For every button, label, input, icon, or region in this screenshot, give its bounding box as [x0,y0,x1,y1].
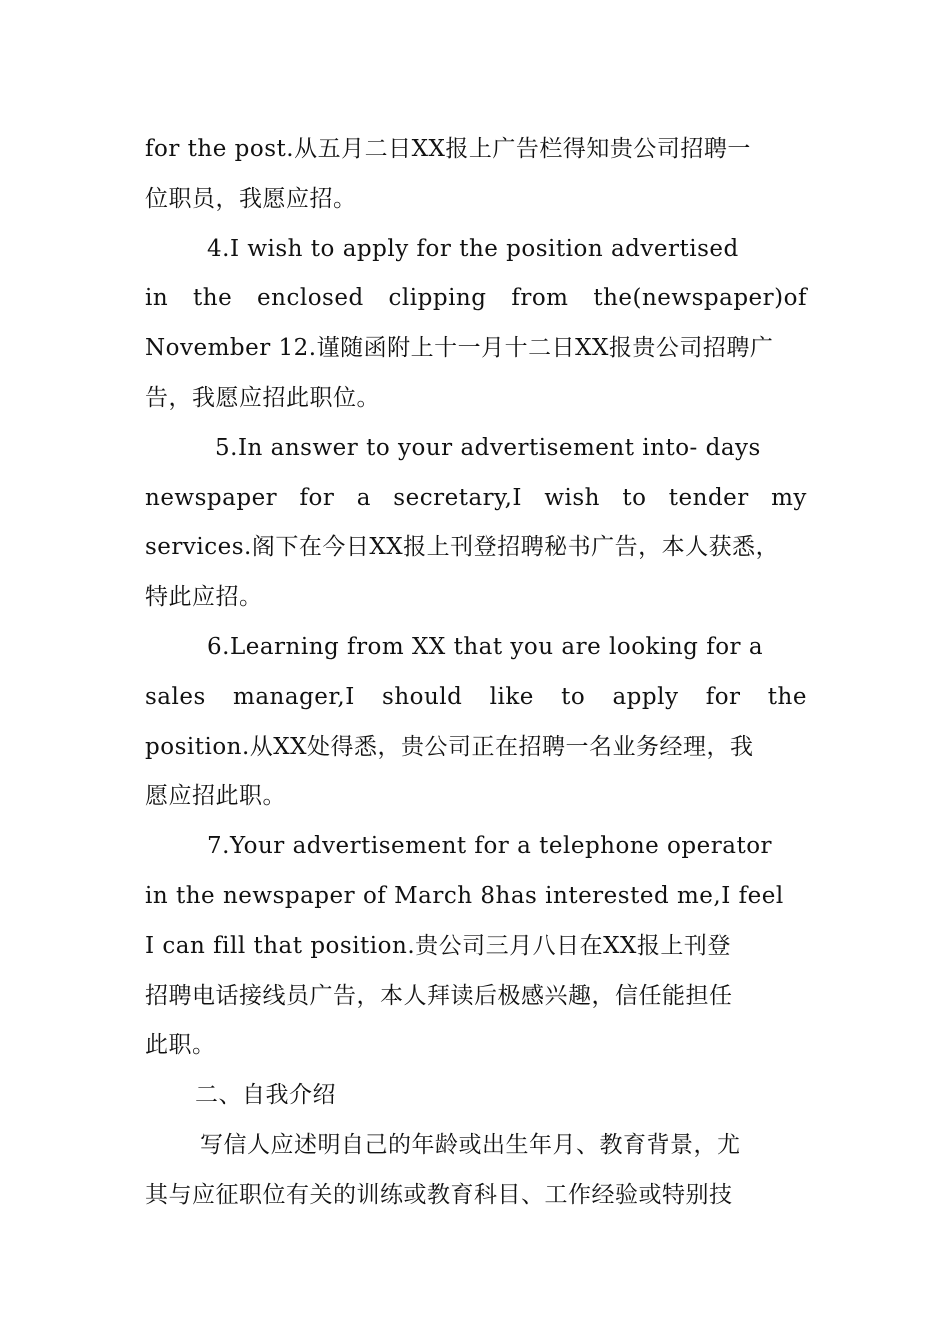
text-line: for the post.从五月二日XX报上广告栏得知贵公司招聘一 [145,136,751,162]
word: the [767,683,807,710]
word: for [299,484,335,511]
word: tender [668,484,749,511]
text-line: 特此应招。 [145,584,263,611]
justified-line [145,474,807,524]
word: manager,I [233,683,355,710]
item-4-first-line: 4.I wish to apply for the position advertised [207,235,739,262]
word: should [382,683,463,710]
word: wish [544,484,600,511]
text-line: 告，我愿应招此职位。 [145,384,380,411]
word: in [145,285,169,312]
justified-line [145,673,807,723]
word: for [705,683,741,710]
word: enclosed [257,285,364,312]
text-line: 招聘电话接线员广告，本人拜读后极感兴趣，信任能担任 [145,982,733,1009]
word: the [193,285,233,312]
text-line: 其与应征职位有关的训练或教育科目、工作经验或特别技 [145,1181,733,1208]
word: clipping [388,285,487,312]
text-line: 写信人应述明自己的年龄或出生年月、教育背景，尤 [200,1131,741,1158]
word: from [511,285,569,312]
text-line: services.阁下在今日XX报上刊登招聘秘书广告，本人获悉， [145,534,780,561]
text-line: in the newspaper of March 8has interested me,I feel [145,882,784,909]
item-6-first-line: 6.Learning from XX that you are looking for a [207,633,764,660]
word: my [771,484,807,511]
justified-line [145,274,807,324]
section-heading: 二、自我介绍 [195,1082,336,1109]
item-7-first-line: 7.Your advertisement for a telephone operator [207,833,773,860]
word: newspaper [145,484,278,511]
text-line: position.从XX处得悉，贵公司正在招聘一名业务经理，我 [145,733,754,760]
word: a [356,484,371,511]
text-line: 此职。 [145,1032,216,1059]
item-5-first-line: 5.In answer to your advertisement into- days [215,434,761,461]
text-line: 愿应招此职。 [145,783,286,810]
word: apply [612,683,679,710]
document-body [145,125,807,1221]
word: secretary,I [393,484,522,511]
text-line: 位职员，我愿应招。 [145,185,357,212]
word: sales [145,683,206,710]
text-line: I can fill that position.贵公司三月八日在XX报上刊登 [145,932,731,959]
word: the(newspaper)of [593,285,807,312]
word: to [622,484,647,511]
text-line: November 12.谨随函附上十一月十二日XX报贵公司招聘广 [145,335,774,362]
word: to [561,683,586,710]
word: like [489,683,534,710]
